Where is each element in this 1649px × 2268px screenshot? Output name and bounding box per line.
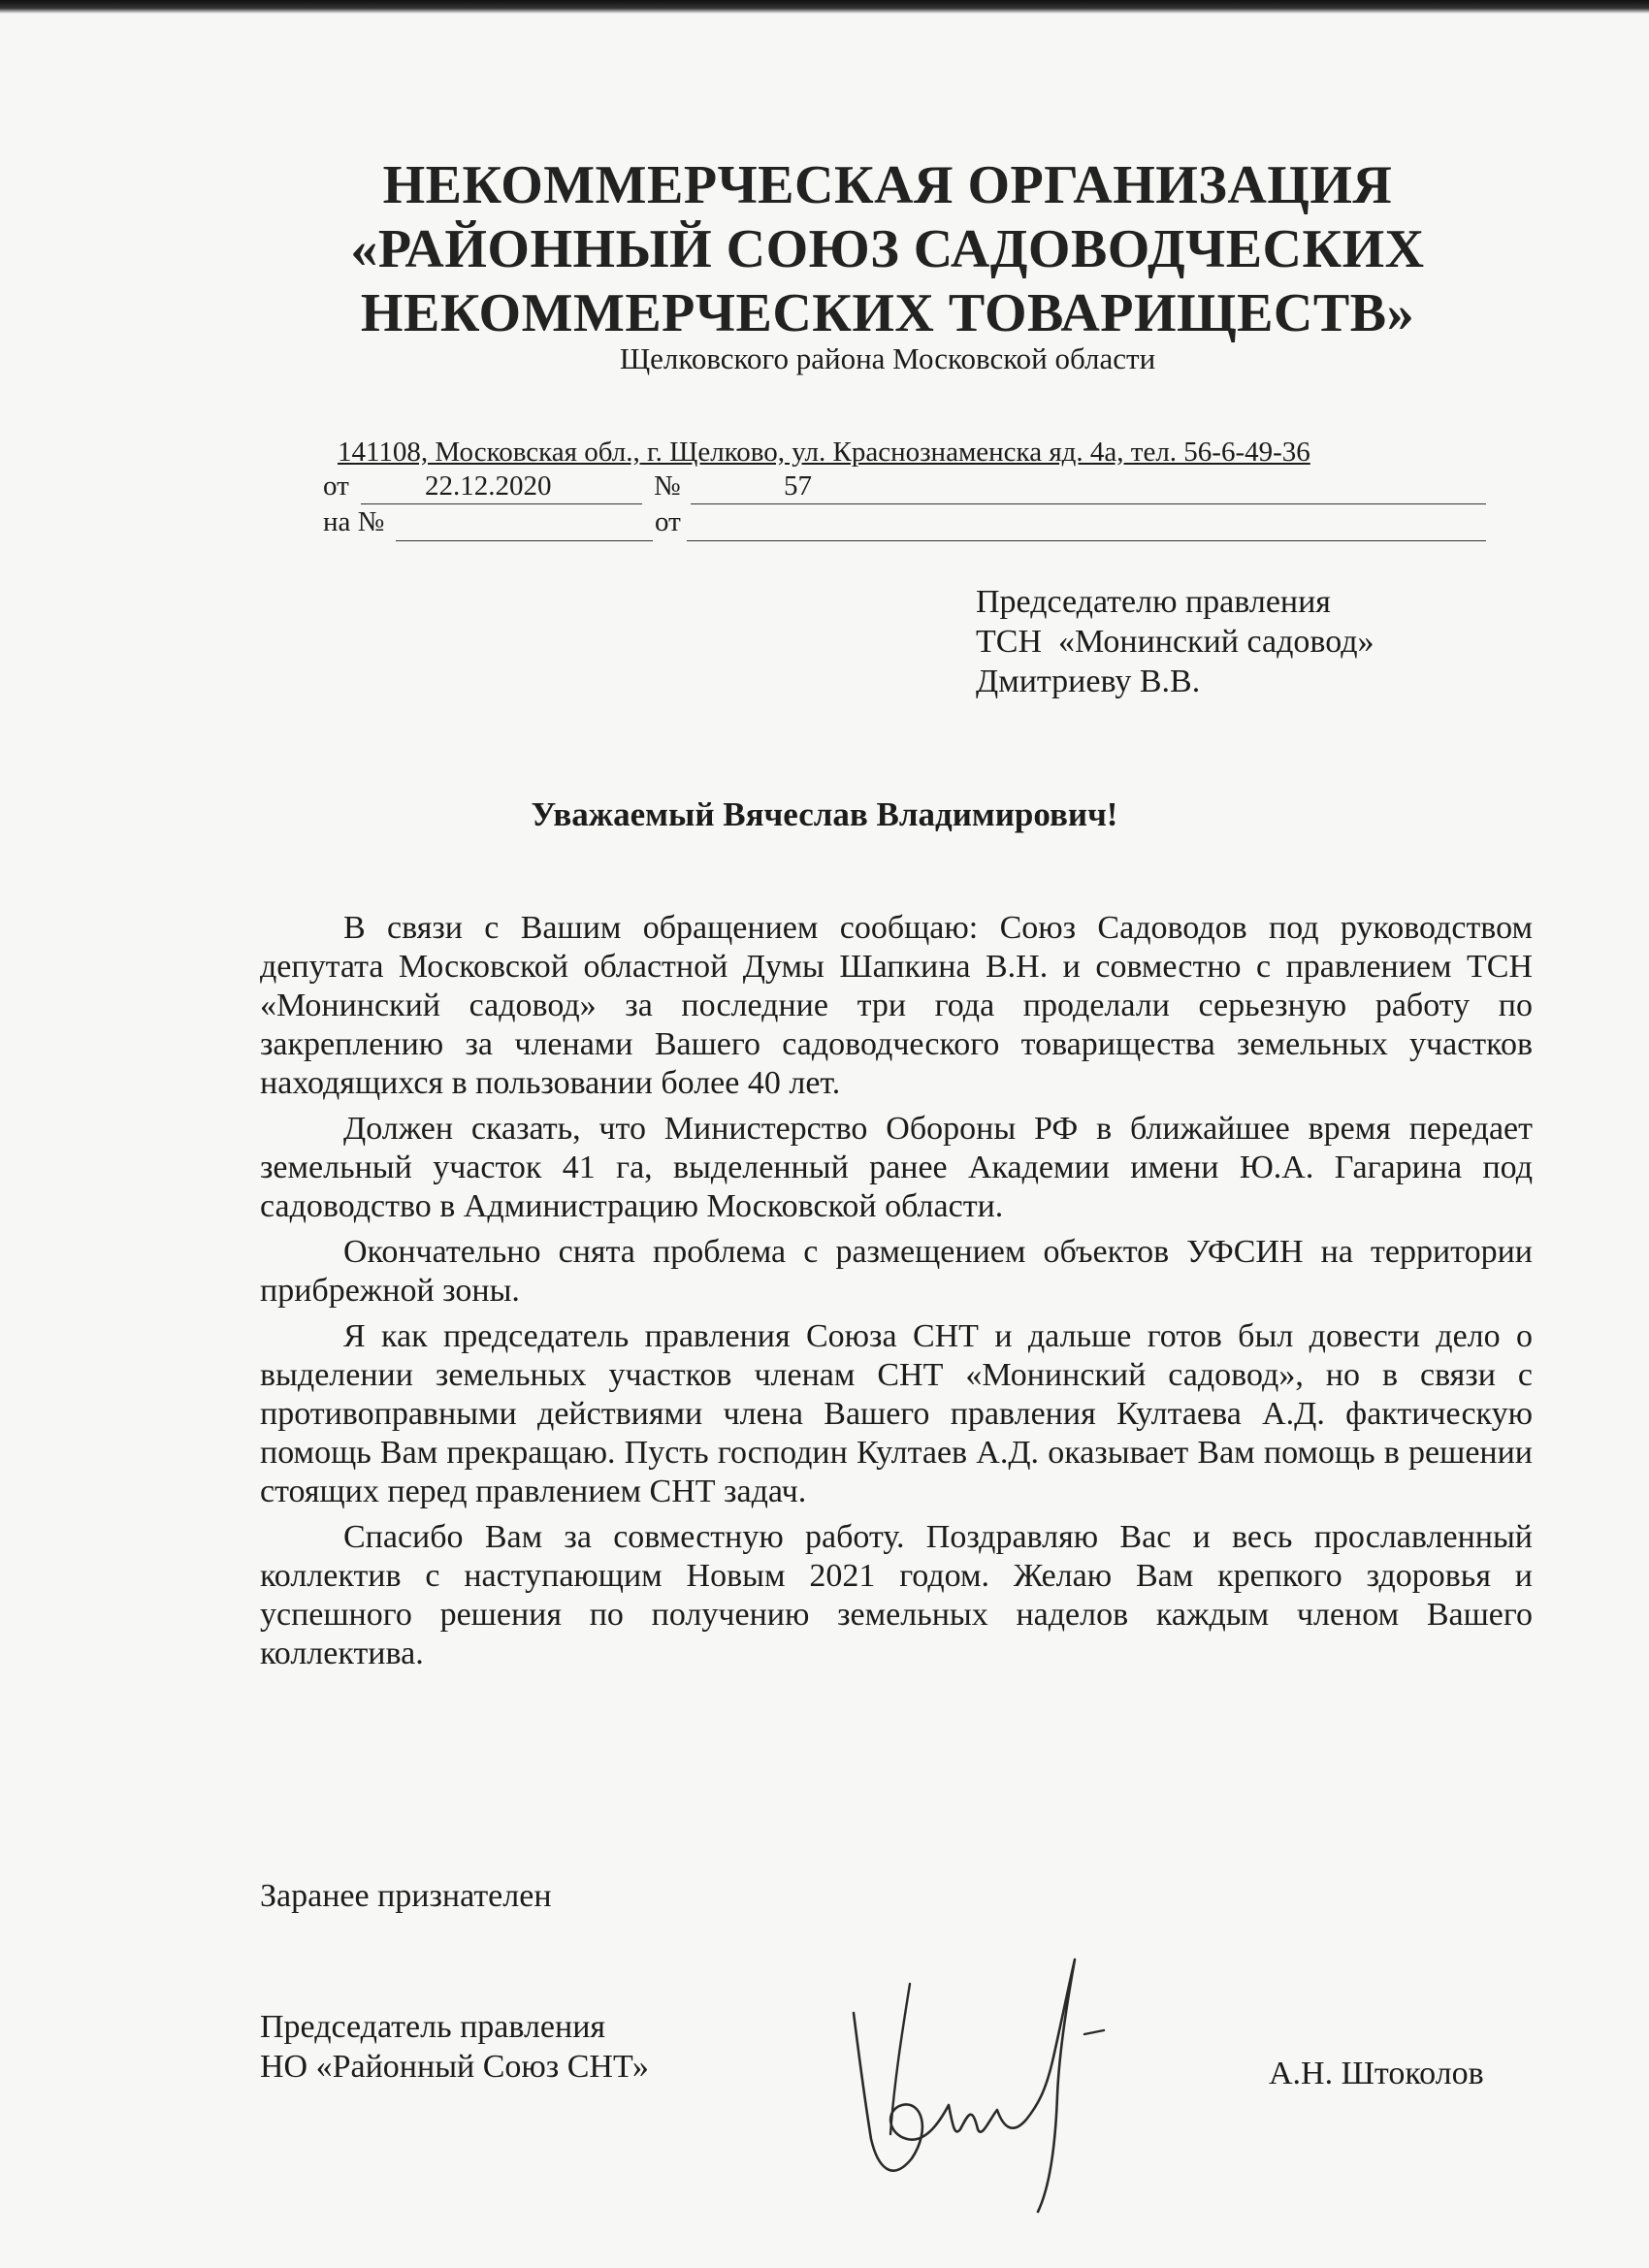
org-name-line-1: НЕКОММЕРЧЕСКАЯ ОРГАНИЗАЦИЯ [382, 155, 1393, 215]
recipient-block [976, 582, 1374, 701]
org-address: 141108, Московская обл., г. Щелково, ул. Краснознаменска яд. 4а, тел. 56-6-49-36 [338, 437, 1310, 468]
recipient-position: Председателю правления [976, 584, 1331, 620]
signatory-position: Председатель правления [260, 2009, 606, 2045]
body-paragraph-3: Окончательно снята проблема с размещением объектов УФСИН на территории прибрежной зоны. [260, 1234, 1533, 1309]
number-underline [691, 503, 1486, 504]
closing-phrase: Заранее признателен [260, 1878, 552, 1914]
outgoing-date: 22.12.2020 [425, 470, 552, 502]
number-label: № [654, 470, 681, 502]
reference-date-underline [687, 540, 1486, 541]
signatory-name: А.Н. Штоколов [1269, 2056, 1484, 2091]
body-paragraph-5: Спасибо Вам за совместную работу. Поздравляю Вас и весь прославленный коллектив с наступающим Новым 2021 годом. Желаю Вам крепкого здоровья и успешного решения по получению земельных наделов каждым членом Вашего коллектива. [260, 1519, 1533, 1671]
org-name-line-3: НЕКОММЕРЧЕСКИХ ТОВАРИЩЕСТВ» [360, 283, 1415, 343]
reference-number-label: на № [323, 506, 385, 537]
recipient-name: Дмитриеву В.В. [976, 664, 1201, 699]
body-paragraph-2: Должен сказать, что Министерство Обороны РФ в ближайшее время передает земельный участок 41 га, выделенный ранее Академии имени Ю.А. Гагарина под садоводство в Администрацию Московской области. [260, 1111, 1533, 1224]
outgoing-number: 57 [784, 470, 812, 502]
scan-top-edge [0, 0, 1649, 14]
recipient-organization: ТСН «Монинский садовод» [976, 624, 1374, 660]
reference-number-underline [396, 540, 653, 541]
date-underline [361, 503, 642, 504]
salutation: Уважаемый Вячеслав Владимирович! [531, 795, 1118, 833]
body-paragraph-4: Я как председатель правления Союза СНТ и дальше готов был довести дело о выделении земельных участков членам СНТ «Монинский садовод», но в связи с противоправными действиями члена Вашего правления Култаева А.Д. фактическую помощь Вам прекращаю. Пусть господин Култаев А.Д. оказывает Вам помощь в решении стоящих перед правлением СНТ задач. [260, 1318, 1533, 1509]
reference-from-label: от [655, 506, 681, 537]
from-label: от [323, 470, 349, 502]
signatory-organization: НО «Районный Союз СНТ» [260, 2049, 649, 2085]
body-paragraph-1: В связи с Вашим обращением сообщаю: Союз Садоводов под руководством депутата Московской областной Думы Шапкина В.Н. и совместно с правлением ТСН «Монинский садовод» за последние три года проделали серьезную работу по закреплению за членами Вашего садоводческого товарищества земельных участков находящихся в пользовании более 40 лет. [260, 910, 1533, 1101]
org-name-line-2: «РАЙОННЫЙ СОЮЗ САДОВОДЧЕСКИХ [350, 219, 1425, 279]
org-subtitle: Щелковского района Московской области [619, 341, 1156, 375]
signatory-title [260, 2007, 649, 2087]
handwritten-signature [834, 1926, 1203, 2217]
letterhead [223, 153, 1552, 378]
letter-body [260, 909, 1533, 1680]
